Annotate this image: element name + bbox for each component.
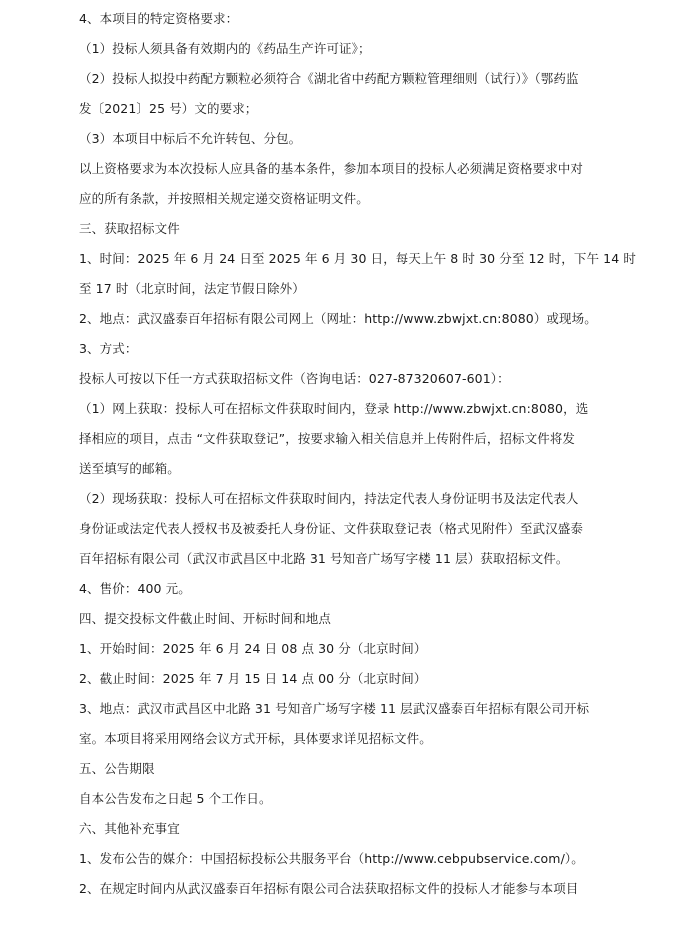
text-line: （2）投标人拟投中药配方颗粒必须符合《湖北省中药配方颗粒管理细则（试行）》（鄂药监 <box>79 71 579 86</box>
text-line: 室。本项目将采用网络会议方式开标，具体要求详见招标文件。 <box>79 731 432 746</box>
text-line: 投标人可按以下任一方式获取招标文件（咨询电话：027-87320607-601）： <box>79 371 510 386</box>
text-line: 以上资格要求为本次投标人应具备的基本条件，参加本项目的投标人必须满足资格要求中对 <box>79 161 584 176</box>
text-line: 至 17 时（北京时间，法定节假日除外） <box>79 281 305 296</box>
document-body <box>79 4 636 904</box>
text-line: 送至填写的邮箱。 <box>79 461 180 476</box>
section-heading: 五、公告期限 <box>79 761 155 776</box>
text-line: （2）现场获取：投标人可在招标文件获取时间内，持法定代表人身份证明书及法定代表人 <box>79 491 579 506</box>
section-heading: 六、其他补充事宜 <box>79 821 180 836</box>
text-line: 自本公告发布之日起 5 个工作日。 <box>79 791 272 806</box>
text-line: 1、开始时间：2025 年 6 月 24 日 08 点 30 分（北京时间） <box>79 641 427 656</box>
text-line: 3、地点：武汉市武昌区中北路 31 号知音广场写字楼 11 层武汉盛泰百年招标有限公司开标 <box>79 701 590 716</box>
section-heading: 三、获取招标文件 <box>79 221 180 236</box>
text-line: 发〔2021〕25 号）文的要求； <box>79 101 258 116</box>
text-line: 3、方式： <box>79 341 138 356</box>
text-line: 2、截止时间：2025 年 7 月 15 日 14 点 00 分（北京时间） <box>79 671 427 686</box>
text-line: 择相应的项目，点击 “文件获取登记”，按要求输入相关信息并上传附件后，招标文件将发 <box>79 431 576 446</box>
text-line: 百年招标有限公司（武汉市武昌区中北路 31 号知音广场写字楼 11 层）获取招标文件。 <box>79 551 569 566</box>
text-line: 2、地点：武汉盛泰百年招标有限公司网上（网址：http://www.zbwjxt.cn:8080）或现场。 <box>79 311 597 326</box>
text-line: （1）网上获取：投标人可在招标文件获取时间内，登录 http://www.zbwjxt.cn:8080，选 <box>79 401 589 416</box>
text-line: 1、发布公告的媒介：中国招标投标公共服务平台（http://www.cebpubservice.com/）。 <box>79 851 584 866</box>
text-line: 2、在规定时间内从武汉盛泰百年招标有限公司合法获取招标文件的投标人才能参与本项目 <box>79 881 579 896</box>
text-line: 1、时间：2025 年 6 月 24 日至 2025 年 6 月 30 日，每天上午 8 时 30 分至 12 时，下午 14 时 <box>79 251 636 266</box>
text-line: （3）本项目中标后不允许转包、分包。 <box>79 131 302 146</box>
text-line: 应的所有条款，并按照相关规定递交资格证明文件。 <box>79 191 369 206</box>
text-line: （1）投标人须具备有效期内的《药品生产许可证》； <box>79 41 371 56</box>
text-line: 4、售价：400 元。 <box>79 581 191 596</box>
section-heading: 四、提交投标文件截止时间、开标时间和地点 <box>79 611 332 626</box>
text-line: 4、本项目的特定资格要求： <box>79 11 239 26</box>
text-line: 身份证或法定代表人授权书及被委托人身份证、文件获取登记表（格式见附件）至武汉盛泰 <box>79 521 584 536</box>
